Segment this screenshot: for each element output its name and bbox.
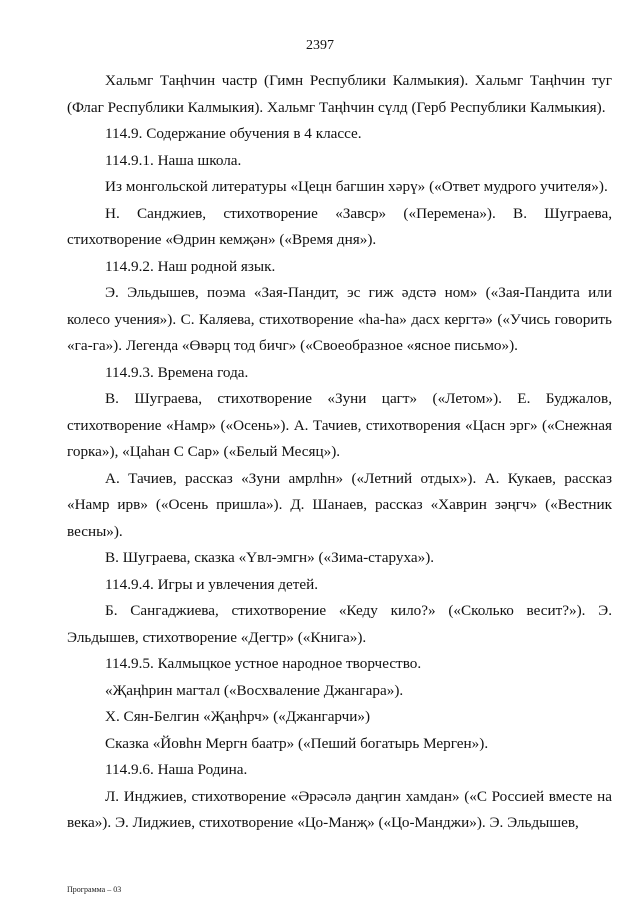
paragraph: 114.9. Содержание обучения в 4 классе. [105,125,362,142]
paragraph: Л. Инджиев, стихотворение «Әрәсәлә даңгин хамдан» («С Россией вместе на века»). Э. Лиджиев, стихотворение «Цо-Манҗ» («Цо-Манджи»). Э. Эльдышев, [67,787,612,831]
footer-label: Программа – 03 [67,885,122,894]
document-body [67,68,612,837]
paragraph: Хальмг Таңһчин частр (Гимн Республики Калмыкия). Хальмг Таңһчин туг (Флаг Республики Калмыкия). Хальмг Таңһчин сүлд (Герб Республики Калмыкия). [67,72,612,116]
paragraph: В. Шуграева, сказка «Үвл-эмгн» («Зима-старуха»). [105,549,435,566]
section-heading: 114.9.3. Времена года. [105,363,249,381]
paragraph: В. Шуграева, стихотворение «Зуни цагт» («Летом»). Е. Буджалов, стихотворение «Намр» («Осень»). А. Тачиев, стихотворения «Цасн эрг» («Снежная горка»), «Цаһан С Сар» («Белый Месяц»). [67,390,612,460]
section-heading: 114.9.5. Калмыцкое устное народное творчество. [105,655,422,672]
paragraph: Н. Санджиев, стихотворение «Завср» («Перемена»). В. Шуграева, стихотворение «Өдрин кемҗән» («Время дня»). [67,204,612,248]
paragraph: «Җаңһрин магтал («Восхваление Джангара»). [105,681,404,699]
paragraph: Б. Сангаджиева, стихотворение «Кеду кило?» («Сколько весит?»). Э. Эльдышев, стихотворение «Дегтр» («Книга»). [67,602,612,646]
paragraph: А. Тачиев, рассказ «Зуни амрлһн» («Летний отдых»). А. Кукаев, рассказ «Намр ирв» («Осень пришла»). Д. Шанаев, рассказ «Хаврин зәңгч» («Вестник весны»). [67,469,612,540]
section-heading: 114.9.4. Игры и увлечения детей. [105,575,319,593]
section-heading: 114.9.6. Наша Родина. [105,761,248,778]
paragraph: Э. Эльдышев, поэма «Зая-Пандит, эс гиж әдстә ном» («Зая-Пандита или колесо учения»). С. Каляева, стихотворение «һа-һа» дасх кергтә» («Учись говорить «га-га»). Легенда «Өвәрц тод бичг» («Своеобразное «ясное письмо»). [67,284,612,354]
paragraph: Х. Сян-Белгин «Җаңһрч» («Джангарчи») [105,708,371,725]
paragraph: Сказка «Йовһн Мергн баатр» («Пеший богатырь Мерген»). [105,734,489,752]
page-number: 2397 [306,38,334,53]
section-heading: 114.9.2. Наш родной язык. [105,257,276,275]
paragraph: Из монгольской литературы «Цецн багшин хәрү» («Ответ мудрого учителя»). [105,178,608,195]
section-heading: 114.9.1. Наша школа. [105,151,242,169]
